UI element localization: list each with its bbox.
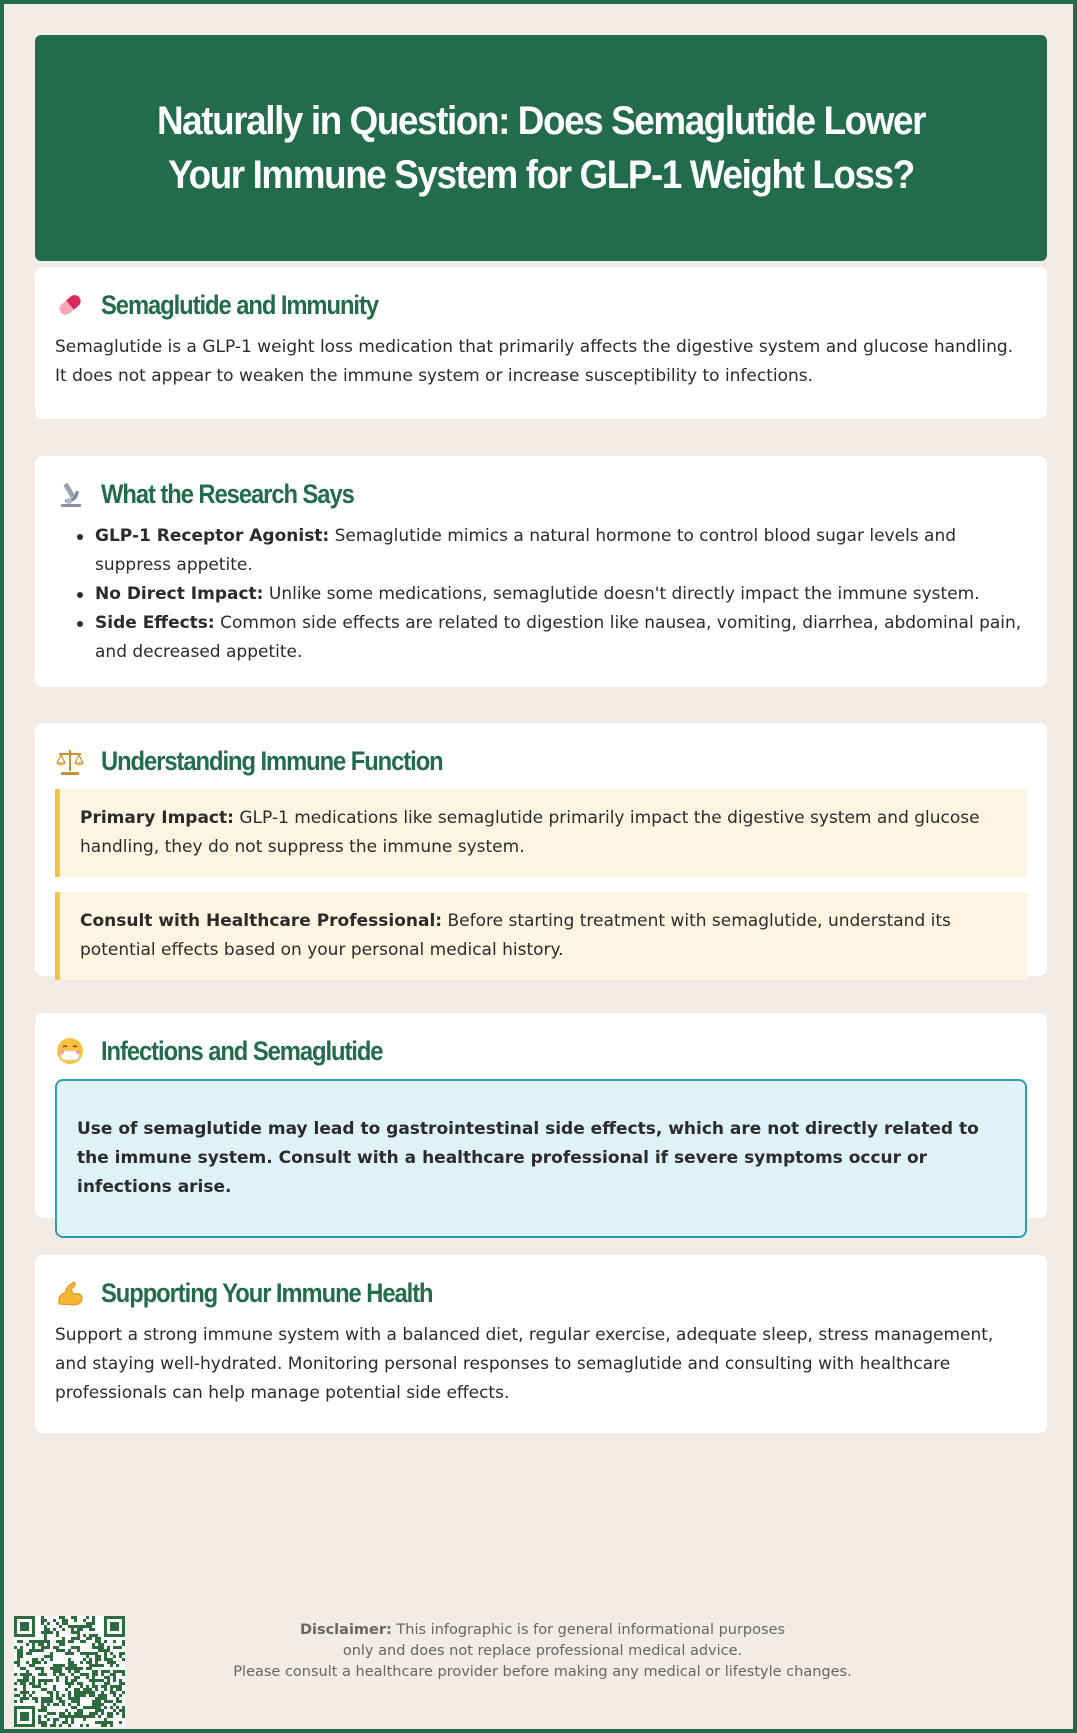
infection-alert: Use of semaglutide may lead to gastrointestinal side effects, which are not directly related to the immune system. Consult with a healthcare professional if severe symptoms occur or infections arise.: [55, 1079, 1027, 1238]
item-label: Side Effects:: [95, 613, 215, 633]
list-item: [75, 609, 1027, 667]
section-immunity: [35, 267, 1047, 419]
disclaimer-line2: only and does not replace professional medical advice.: [342, 1643, 743, 1659]
disclaimer-line3: Please consult a healthcare provider before making any medical or lifestyle changes.: [233, 1664, 852, 1680]
balance-scale-icon: [55, 745, 93, 777]
section-header: [55, 745, 1027, 777]
note-label: Primary Impact:: [80, 808, 234, 828]
section-support: [35, 1255, 1047, 1433]
microscope-icon: [55, 478, 93, 510]
section-header: [55, 478, 1027, 510]
section-title: Semaglutide and Immunity: [101, 289, 378, 320]
page-header: [35, 35, 1047, 261]
section-header: [55, 289, 1027, 321]
section-research: [35, 456, 1047, 687]
note-text: GLP-1 medications like semaglutide primarily impact the digestive system and glucose handling, they do not suppress the immune system.: [80, 808, 980, 857]
disclaimer: [4, 1620, 1077, 1683]
section-title: Understanding Immune Function: [101, 745, 443, 776]
note-consult: [55, 892, 1027, 980]
section-text: Semaglutide is a GLP-1 weight loss medication that primarily affects the digestive system and glucose handling. It does not appear to weaken the immune system or increase susceptibility to infections.: [55, 337, 1014, 386]
section-title: Supporting Your Immune Health: [101, 1277, 433, 1308]
note-primary-impact: [55, 789, 1027, 877]
list-item: [75, 580, 1027, 609]
flexed-biceps-icon: [55, 1277, 93, 1309]
section-title: Infections and Semaglutide: [101, 1035, 383, 1066]
note-text: Before starting treatment with semaglutide, understand its potential effects based on your personal medical history.: [80, 911, 951, 960]
item-text: Common side effects are related to digestion like nausea, vomiting, diarrhea, abdominal pain, and decreased appetite.: [95, 613, 1022, 662]
section-infections: [35, 1013, 1047, 1218]
section-header: [55, 1277, 1027, 1309]
section-title: What the Research Says: [101, 478, 354, 509]
item-text: Unlike some medications, semaglutide doesn't directly impact the immune system.: [263, 584, 980, 604]
section-immune-function: [35, 723, 1047, 976]
section-text: Support a strong immune system with a balanced diet, regular exercise, adequate sleep, stress management, and staying well-hydrated. Monitoring personal responses to semaglutide and consulting with healthcare professionals can help manage potential side effects.: [55, 1325, 994, 1403]
note-label: Consult with Healthcare Professional:: [80, 911, 443, 931]
item-text: Semaglutide mimics a natural hormone to control blood sugar levels and suppress appetite.: [95, 526, 957, 575]
mask-face-icon: [55, 1035, 93, 1067]
page-title: Naturally in Question: Does Semaglutide Lower Your Immune System for GLP-1 Weight Loss?: [156, 99, 926, 197]
list-item: [75, 522, 1027, 580]
item-label: GLP-1 Receptor Agonist:: [95, 526, 330, 546]
pill-icon: [55, 289, 93, 321]
section-header: [55, 1035, 1027, 1067]
research-list: [55, 522, 1027, 667]
disclaimer-label: Disclaimer:: [299, 1622, 392, 1638]
disclaimer-line1: This infographic is for general informational purposes: [391, 1622, 786, 1638]
item-label: No Direct Impact:: [95, 584, 264, 604]
